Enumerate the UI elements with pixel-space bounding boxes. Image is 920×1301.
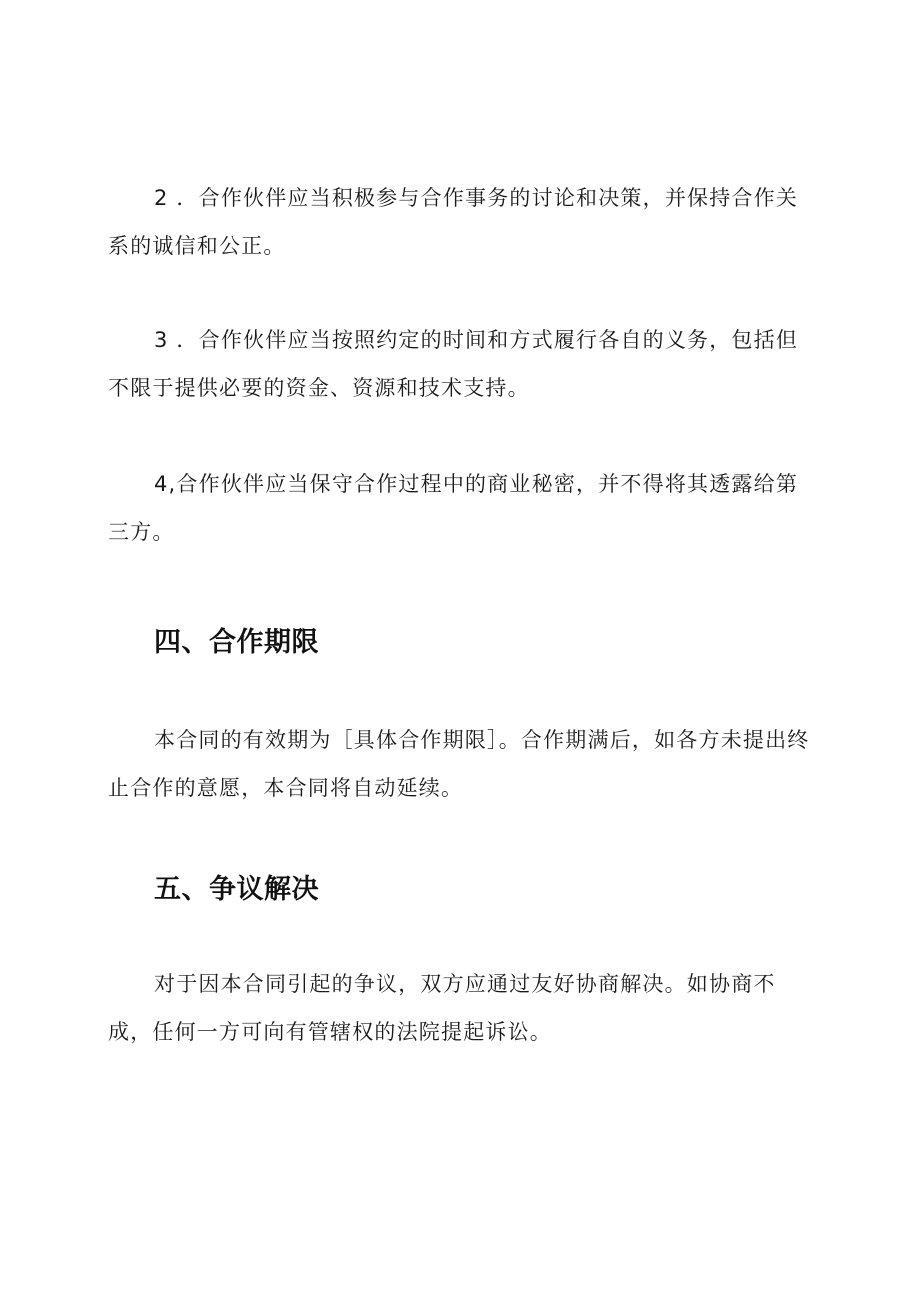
section-term-paragraph: 本合同的有效期为［具体合作期限］。合作期满后，如各方未提出终止合作的意愿，本合同将自动延续。 (108, 728, 810, 800)
clause-2-paragraph: 2 ．合作伙伴应当积极参与合作事务的讨论和决策，并保持合作关系的诚信和公正。 (108, 186, 799, 258)
clause-4-paragraph: 4,合作伙伴应当保守合作过程中的商业秘密，并不得将其透露给第三方。 (108, 472, 799, 544)
section-dispute-paragraph: 对于因本合同引起的争议，双方应通过友好协商解决。如协商不成，任何一方可向有管辖权的法院提起诉讼。 (108, 972, 776, 1044)
section-heading-term: 四、合作期限 (154, 627, 319, 658)
clause-3-paragraph: 3 ．合作伙伴应当按照约定的时间和方式履行各自的义务，包括但不限于提供必要的资金、资源和技术支持。 (108, 328, 799, 400)
section-heading-dispute: 五、争议解决 (154, 874, 319, 905)
